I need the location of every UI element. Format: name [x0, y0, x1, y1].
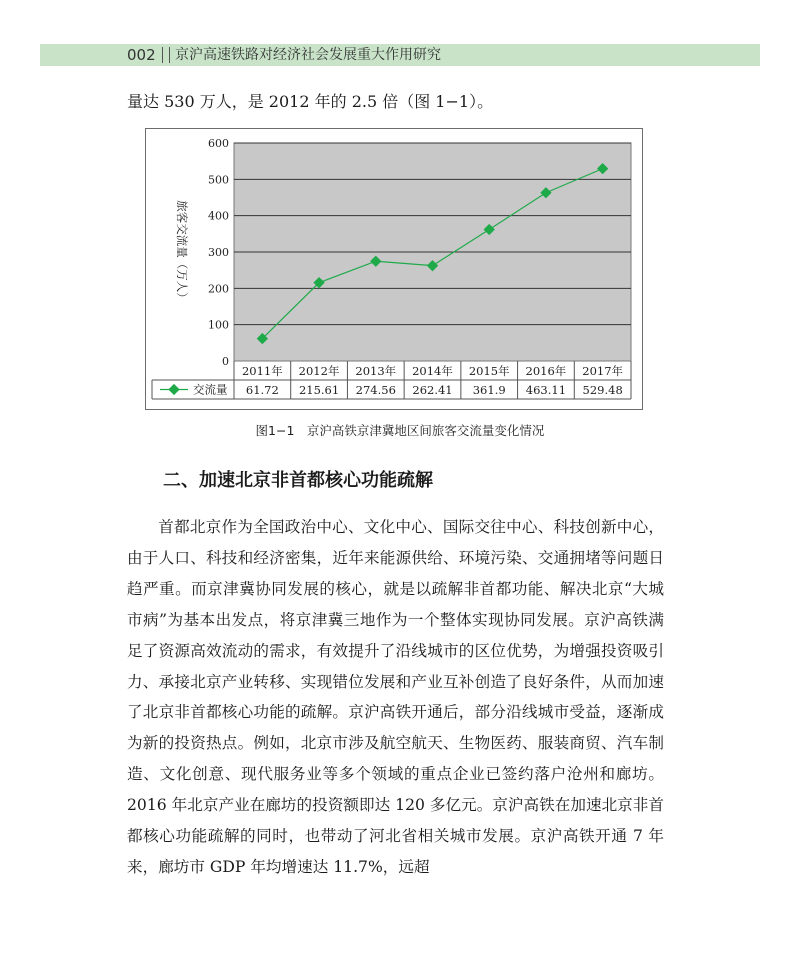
running-header-title: 京沪高速铁路对经济社会发展重大作用研究	[175, 47, 441, 63]
x-category-label: 2013年	[355, 364, 397, 378]
table-value: 274.56	[355, 383, 396, 397]
x-category-label: 2012年	[298, 364, 340, 378]
y-tick-label: 500	[208, 173, 229, 187]
header-separator	[162, 47, 170, 63]
table-value: 361.9	[472, 383, 506, 397]
y-tick-label: 200	[208, 282, 229, 296]
table-value: 262.41	[412, 383, 453, 397]
page-number: 002	[127, 46, 156, 64]
intro-line: 量达 530 万人，是 2012 年的 2.5 倍（图 1−1）。	[127, 92, 494, 111]
x-category-label: 2016年	[525, 364, 567, 378]
y-tick-label: 300	[208, 246, 229, 259]
chart-frame	[145, 128, 643, 410]
line-chart	[146, 129, 642, 409]
y-tick-label: 0	[222, 355, 229, 368]
x-category-label: 2017年	[582, 364, 624, 378]
figure-caption: 图1−1 京沪高铁京津冀地区间旅客交流量变化情况	[255, 423, 545, 438]
paragraph: 首都北京作为全国政治中心、文化中心、国际交往中心、科技创新中心，由于人口、科技和经济密集，近年来能源供给、环境污染、交通拥堵等问题日趋严重。而京津冀协同发展的核心，就是以疏解非首都功能、解决北京“大城市病”为基本出发点，将京津冀三地作为一个整体实现协同发展。京沪高铁满足了资源高效流动的需求，有效提升了沿线城市的区位优势，为增强投资吸引力、承接北京产业转移、实现错位发展和产业互补创造了良好条件，从而加速了北京非首都核心功能的疏解。京沪高铁开通后，部分沿线城市受益，逐渐成为新的投资热点。例如，北京市涉及航空航天、生物医药、服装商贸、汽车制造、文化创意、现代服务业等多个领域的重点企业已签约落户沧州和廊坊。2016 年北京产业在廊坊的投资额即达 120 多亿元。京沪高铁在加速北京非首都核心功能疏解的同时，也带动了河北省相关城市发展。京沪高铁开通 7 年来，廊坊市 GDP 年均增速达 11.7%，远超	[127, 518, 664, 876]
y-tick-label: 600	[208, 137, 229, 150]
table-value: 61.72	[245, 383, 279, 397]
y-axis-label: 旅客交流量（万人）	[175, 200, 189, 304]
table-value: 215.61	[298, 383, 340, 397]
x-category-label: 2015年	[468, 364, 510, 378]
x-category-label: 2011年	[241, 364, 283, 378]
body-text	[127, 512, 664, 883]
y-tick-label: 100	[208, 318, 229, 332]
legend-label: 交流量	[193, 382, 228, 397]
legend-marker	[168, 384, 179, 395]
x-category-label: 2014年	[412, 364, 453, 378]
table-value: 463.11	[525, 383, 567, 397]
table-value: 529.48	[582, 383, 623, 397]
y-tick-label: 400	[208, 209, 229, 223]
section-heading: 二、加速北京非首都核心功能疏解	[163, 470, 433, 491]
